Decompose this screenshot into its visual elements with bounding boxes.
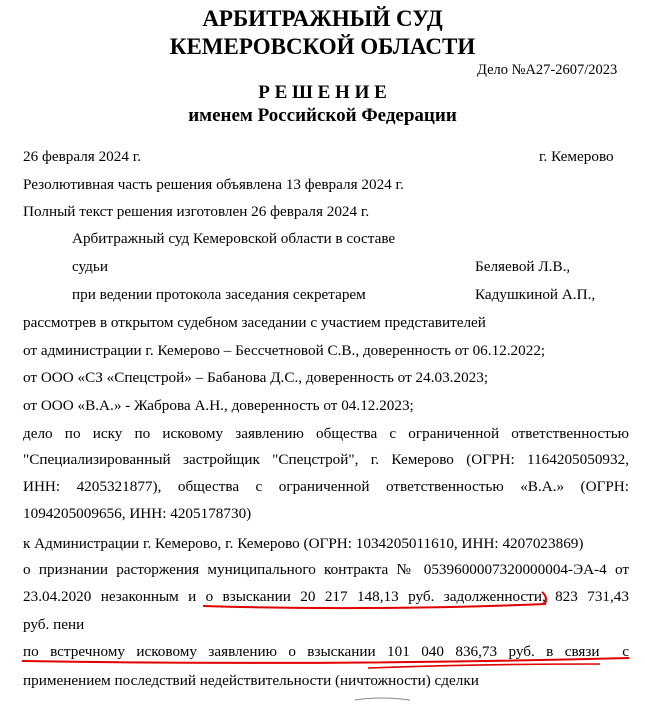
court-composition: Арбитражный суд Кемеровской области в составе [72, 230, 396, 247]
body-line: "Специализированный застройщик "Спецстрой", г. Кемерово (ОГРН: 1164205050932, [23, 451, 629, 468]
judge-name: Беляевой Л.В., [475, 258, 571, 275]
body-line: дело по иску по исковому заявлению общества с ограниченной ответственностью [23, 425, 629, 442]
decision-title: Р Е Ш Е Н И Е [258, 82, 387, 103]
decision-subtitle: именем Российской Федерации [188, 105, 457, 126]
decision-city: г. Кемерово [539, 148, 614, 165]
body-line: по встречному исковому заявлению о взыскании 101 040 836,73 руб. в связи с [23, 643, 629, 660]
body-line: от администрации г. Кемерово – Бессчетновой С.В., доверенность от 06.12.2022; [23, 342, 546, 359]
judge-label: судьи [72, 258, 108, 275]
court-name-line1: АРБИТРАЖНЫЙ СУД [202, 6, 443, 31]
case-number: Дело №А27-2607/2023 [477, 62, 618, 78]
body-line: от ООО «В.А.» - Жаброва А.Н., доверенность от 04.12.2023; [23, 397, 414, 414]
operative-part-line: Резолютивная часть решения объявлена 13 февраля 2024 г. [23, 176, 404, 193]
secretary-label: при ведении протокола заседания секретарем [72, 286, 366, 303]
red-underline-counterclaim-tail [368, 664, 600, 668]
body-line: о признании расторжения муниципального контракта № 0539600007320000004-ЭА-4 от [23, 561, 629, 578]
body-line: применением последствий недействительности (ничтожности) сделки [23, 672, 479, 689]
secretary-name: Кадушкиной А.П., [475, 286, 596, 303]
body-line: руб. пени [23, 616, 85, 633]
full-text-line: Полный текст решения изготовлен 26 февраля 2024 г. [23, 203, 370, 220]
red-underline-counterclaim [22, 658, 629, 663]
red-underline-debt [203, 592, 546, 608]
body-line: 1094205009656, ИНН: 4205178730) [23, 505, 252, 522]
decision-date: 26 февраля 2024 г. [23, 148, 142, 165]
red-mark-bottom [355, 698, 410, 700]
body-line: рассмотрев в открытом судебном заседании с участием представителей [23, 314, 486, 331]
body-line: 23.04.2020 незаконным и о взыскании 20 217 148,13 руб. задолженности, 823 731,43 [23, 588, 629, 605]
court-name-line2: КЕМЕРОВСКОЙ ОБЛАСТИ [169, 34, 476, 59]
body-line: к Администрации г. Кемерово, г. Кемерово (ОГРН: 1034205011610, ИНН: 4207023869) [23, 535, 584, 552]
body-line: ИНН: 4205321877), общества с ограниченной ответственностью «В.А.» (ОГРН: [23, 478, 629, 495]
body-line: от ООО «СЗ «Спецстрой» – Бабанова Д.С., доверенность от 24.03.2023; [23, 369, 489, 386]
